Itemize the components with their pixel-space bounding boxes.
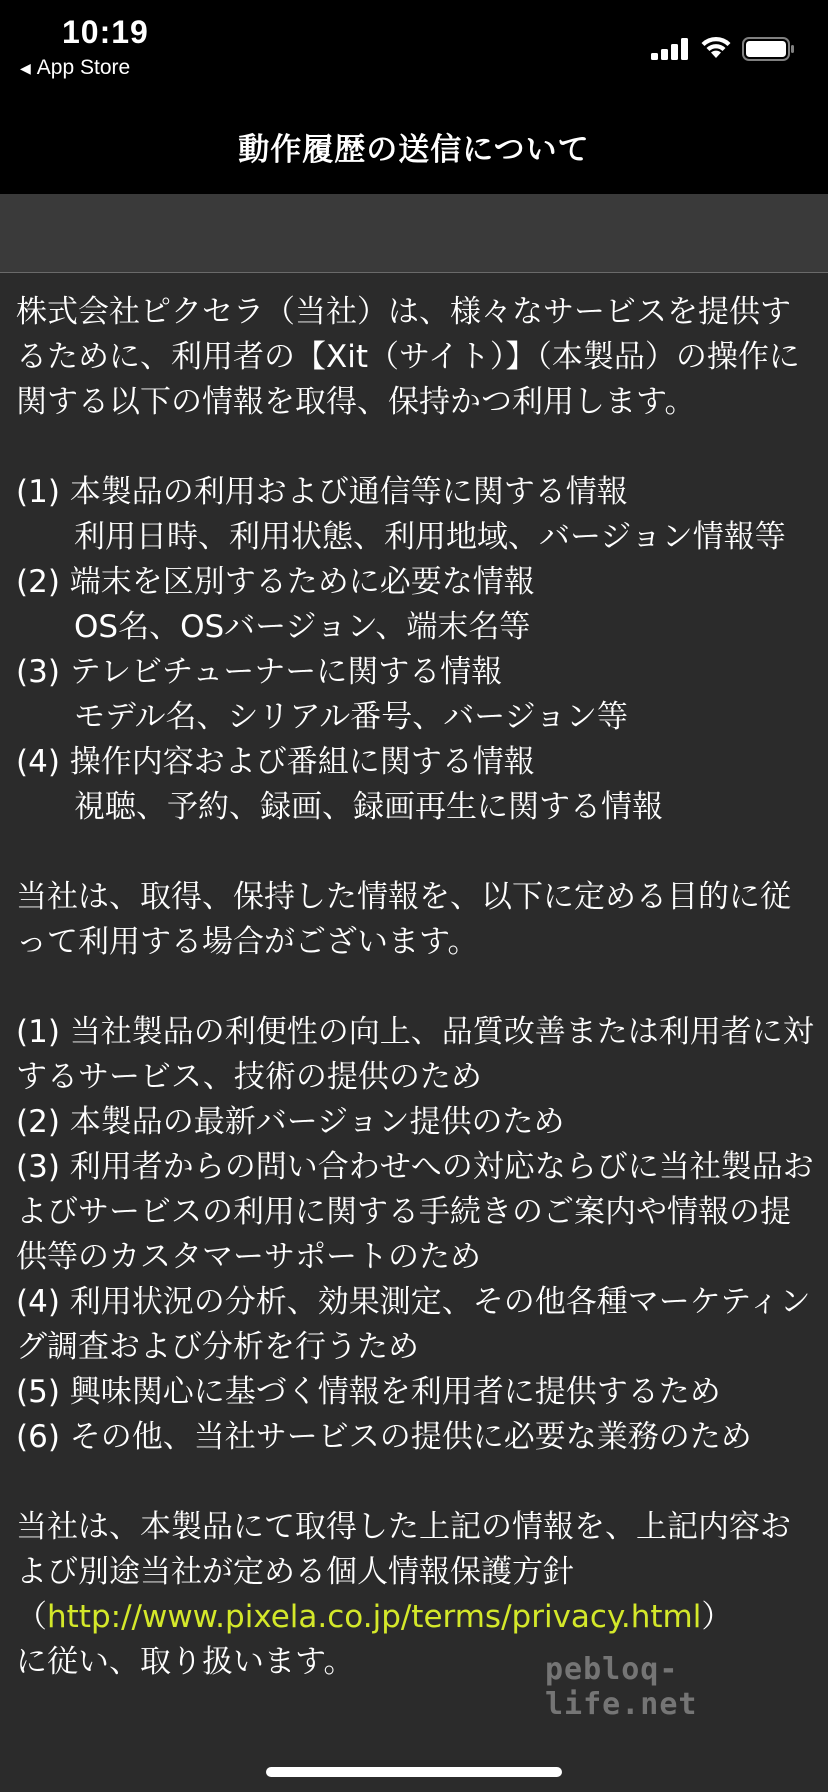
- collected-items-list: [16, 470, 816, 830]
- collected-item-detail: 利用日時、利用状態、利用地域、バージョン情報等: [74, 519, 786, 555]
- closing-text: 当社は、本製品にて取得した上記の情報を、上記内容および別途当社が定める個人情報保護方針: [16, 1509, 791, 1590]
- collected-item-detail: モデル名、シリアル番号、バージョン等: [74, 699, 628, 735]
- purpose-item: (3) 利用者からの問い合わせへの対応ならびに当社製品およびサービスの利用に関する手続きのご案内や情報の提供等のカスタマーサポートのため: [16, 1149, 814, 1275]
- purpose-intro-paragraph: 当社は、取得、保持した情報を、以下に定める目的に従って利用する場合がございます。: [16, 879, 791, 960]
- purpose-item: (2) 本製品の最新バージョン提供のため: [16, 1104, 565, 1140]
- back-triangle-icon: ◀: [20, 59, 31, 76]
- purpose-item: (1) 当社製品の利便性の向上、品質改善または利用者に対するサービス、技術の提供のため: [16, 1014, 814, 1095]
- back-to-app-label: App Store: [36, 56, 131, 79]
- page-title: 動作履歴の送信について: [238, 132, 590, 168]
- collected-item-heading: (3) テレビチューナーに関する情報: [16, 654, 503, 690]
- purpose-item: (6) その他、当社サービスの提供に必要な業務のため: [16, 1419, 752, 1455]
- terms-content: [16, 290, 816, 1685]
- privacy-policy-link[interactable]: http://www.pixela.co.jp/terms/privacy.html: [47, 1599, 702, 1635]
- navigation-bar: [0, 88, 828, 194]
- closing-text-end: に従い、取り扱います。: [16, 1644, 355, 1680]
- collected-item-detail: OS名、OSバージョン、端末名等: [74, 609, 531, 645]
- collected-item-heading: (1) 本製品の利用および通信等に関する情報: [16, 474, 628, 510]
- wifi-icon: [700, 34, 732, 60]
- sub-header-bar: [0, 194, 828, 273]
- collected-item-heading: (2) 端末を区別するために必要な情報: [16, 564, 535, 600]
- watermark: pebloq-life.net: [545, 1652, 698, 1722]
- purpose-item: (4) 利用状況の分析、効果測定、その他各種マーケティング調査および分析を行うため: [16, 1284, 811, 1365]
- collected-item-detail: 視聴、予約、録画、録画再生に関する情報: [74, 789, 663, 825]
- collected-item-heading: (4) 操作内容および番組に関する情報: [16, 744, 535, 780]
- status-bar: [0, 0, 828, 88]
- purpose-item: (5) 興味関心に基づく情報を利用者に提供するため: [16, 1374, 721, 1410]
- home-indicator[interactable]: [266, 1767, 562, 1777]
- link-open-paren: （: [16, 1599, 47, 1635]
- battery-icon: [742, 36, 796, 62]
- purposes-list: [16, 1010, 816, 1460]
- status-time: 10:19: [62, 14, 149, 50]
- link-close-paren: ）: [701, 1599, 733, 1635]
- back-to-app-store-button[interactable]: [20, 56, 130, 80]
- intro-paragraph: 株式会社ピクセラ（当社）は、様々なサービスを提供するために、利用者の【Xit（サイト）】（本製品）の操作に関する以下の情報を取得、保持かつ利用します。: [16, 294, 800, 420]
- cellular-signal-icon: [651, 38, 691, 60]
